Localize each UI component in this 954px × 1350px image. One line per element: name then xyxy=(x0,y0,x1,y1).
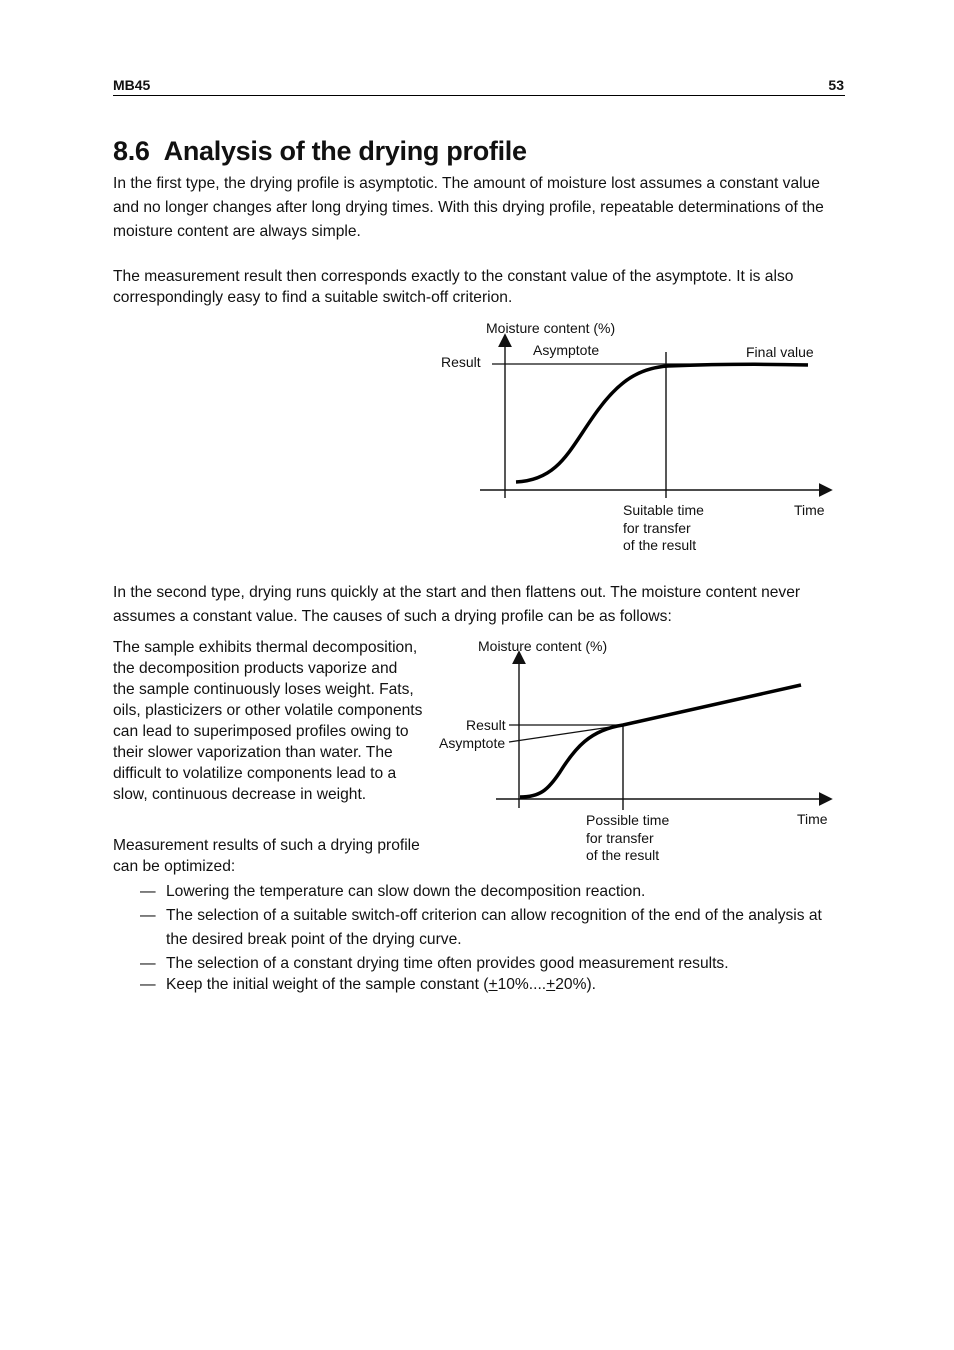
section-title: Analysis of the drying profile xyxy=(163,136,527,166)
list-item-text xyxy=(166,976,596,993)
list-item-text: The selection of a constant drying time often provides good measurement results. xyxy=(166,955,729,972)
d2-asymptote-label: Asymptote xyxy=(439,735,506,751)
bullet-dash: — xyxy=(140,955,156,972)
d1-marker-label-2: for transfer xyxy=(623,520,691,536)
d1-y-axis-label: Moisture content (%) xyxy=(486,320,616,336)
d2-result-label: Result xyxy=(466,717,506,733)
list-item xyxy=(140,975,840,995)
weight-text-prefix: Keep the initial weight of the sample constant ( xyxy=(166,976,489,993)
d1-result-label: Result xyxy=(441,354,481,370)
d2-time-label: Time xyxy=(797,811,828,827)
paragraph-decomposition: The sample exhibits thermal decomposition, the decomposition products vaporize and the sample continuously loses weight. Fats, oils, plasticizers or other volatile components can lead to superimposed profiles owing to their slower vaporization than water. The difficult to volatilize components lead to a slow, continuous decrease in weight. xyxy=(113,639,423,803)
d1-final-value-label: Final value xyxy=(746,344,814,360)
paragraph-optimize-intro: Measurement results of such a drying profile can be optimized: xyxy=(113,837,420,875)
bullet-dash: — xyxy=(140,907,156,924)
header-manual-id: MB45 xyxy=(113,77,151,93)
d1-drying-curve xyxy=(516,364,808,482)
list-item xyxy=(140,904,840,952)
plus-minus-sign: + xyxy=(546,976,556,993)
weight-range-low: 10%.... xyxy=(497,976,547,993)
plus-minus-sign: + xyxy=(488,976,498,993)
d2-y-axis-label: Moisture content (%) xyxy=(478,638,608,654)
d2-marker-label-1: Possible time xyxy=(586,812,670,828)
header-page-number: 53 xyxy=(828,77,844,93)
d2-marker-label-3: of the result xyxy=(586,847,660,863)
section-number: 8.6 xyxy=(113,136,150,166)
d1-marker-label-1: Suitable time xyxy=(623,502,704,518)
bullet-dash: — xyxy=(140,976,156,993)
d1-time-label: Time xyxy=(794,502,825,518)
paragraph-asymptote-result: The measurement result then corresponds exactly to the constant value of the asymptote. It is also correspondingly easy to find a suitable switch-off criterion. xyxy=(113,268,794,306)
weight-range-high: 20%). xyxy=(555,976,596,993)
d1-marker-label-3: of the result xyxy=(623,537,697,553)
bullet-dash: — xyxy=(140,883,156,900)
paragraph-second-type: In the second type, drying runs quickly at the start and then flattens out. The moisture content never assumes a constant value. The causes of such a drying profile can be as follows: xyxy=(113,584,801,625)
d2-drying-curve xyxy=(520,685,801,797)
list-item xyxy=(140,880,840,904)
list-item-text: Lowering the temperature can slow down the decomposition reaction. xyxy=(166,883,646,900)
paragraph-asymptotic-intro: In the first type, the drying profile is asymptotic. The amount of moisture lost assumes a constant value and no longer changes after long drying times. With this drying profile, repeatable determinations of the moisture content are always simple. xyxy=(113,175,824,240)
list-item-text: The selection of a suitable switch-off criterion can allow recognition of the end of the analysis at the desired break point of the drying curve. xyxy=(166,907,822,948)
d1-asymptote-label: Asymptote xyxy=(533,342,600,358)
optimization-list xyxy=(140,880,840,995)
d2-marker-label-2: for transfer xyxy=(586,830,654,846)
list-item xyxy=(140,953,840,975)
